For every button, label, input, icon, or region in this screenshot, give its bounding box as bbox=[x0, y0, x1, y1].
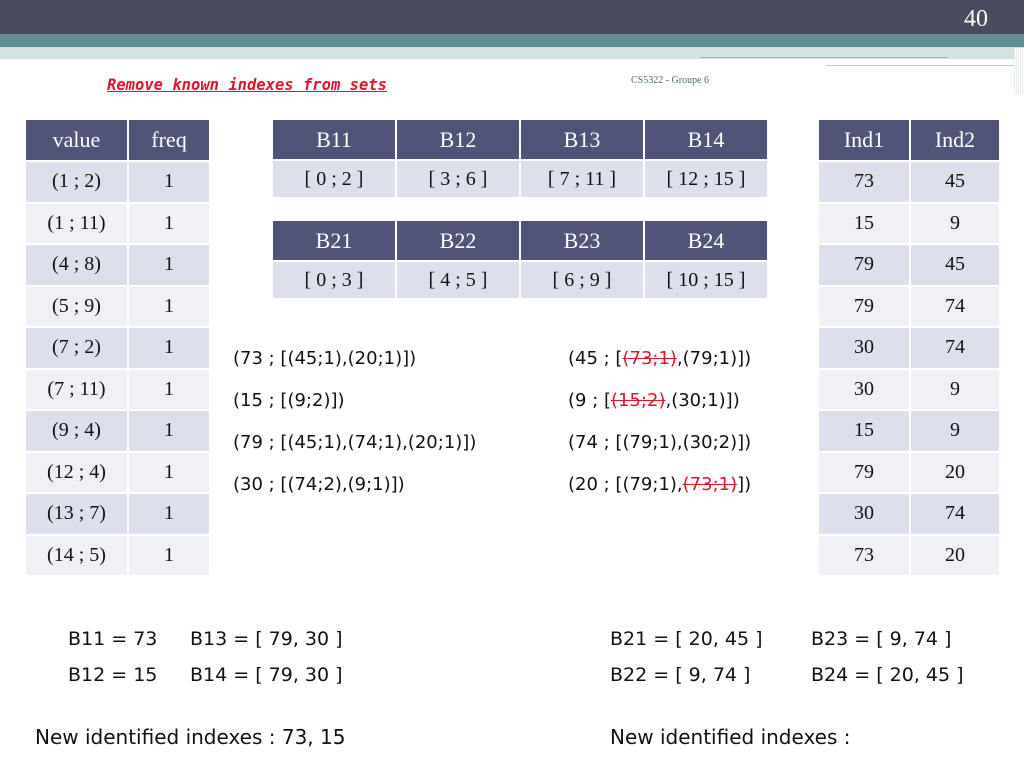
assignment-row bbox=[68, 626, 343, 662]
page-number: 40 bbox=[964, 6, 988, 32]
list-text: ,(79;1)]) bbox=[676, 348, 752, 369]
table-cell: 30 bbox=[819, 328, 909, 368]
table-cell: 1 bbox=[129, 204, 209, 244]
table-row bbox=[26, 536, 209, 576]
table-row bbox=[26, 287, 209, 327]
table-row bbox=[273, 161, 767, 197]
list-text: (20 ; [(79;1), bbox=[568, 474, 683, 495]
column-header: Ind1 bbox=[819, 120, 909, 160]
table-cell: [ 0 ; 3 ] bbox=[273, 262, 395, 298]
column-header: B12 bbox=[397, 120, 519, 159]
table-cell: [ 7 ; 11 ] bbox=[521, 161, 643, 197]
table-row bbox=[819, 245, 999, 285]
table-cell: 73 bbox=[819, 162, 909, 202]
table-cell: 9 bbox=[911, 204, 999, 244]
assignment: B22 = [ 9, 74 ] bbox=[610, 664, 751, 686]
list-item: (15 ; [(9;2)]) bbox=[233, 390, 345, 411]
table-cell: 20 bbox=[911, 536, 999, 576]
table-row bbox=[26, 328, 209, 368]
table-cell: 45 bbox=[911, 162, 999, 202]
table-row bbox=[819, 494, 999, 534]
struck-entry: (73;1) bbox=[682, 474, 738, 495]
list-text: (45 ; [ bbox=[568, 348, 623, 369]
assignment-row bbox=[610, 662, 964, 698]
table-cell: 1 bbox=[129, 245, 209, 285]
column-header: B13 bbox=[521, 120, 643, 159]
table-cell: (1 ; 11) bbox=[26, 204, 127, 244]
top-teal-band bbox=[0, 34, 1024, 47]
assignment: B12 = 15 bbox=[68, 664, 158, 686]
table-cell: (13 ; 7) bbox=[26, 494, 127, 534]
table-cell: (7 ; 11) bbox=[26, 370, 127, 410]
table-cell: (14 ; 5) bbox=[26, 536, 127, 576]
table-row bbox=[819, 287, 999, 327]
table-cell: 9 bbox=[911, 370, 999, 410]
table-row bbox=[819, 453, 999, 493]
assignment: B13 = [ 79, 30 ] bbox=[190, 628, 343, 650]
list-item: (73 ; [(45;1),(20;1)]) bbox=[233, 348, 417, 369]
table-row bbox=[26, 245, 209, 285]
column-header: B21 bbox=[273, 221, 395, 260]
table-cell: 74 bbox=[911, 494, 999, 534]
column-header: value bbox=[26, 120, 127, 160]
list-item: (79 ; [(45;1),(74;1),(20;1)]) bbox=[233, 432, 477, 453]
list-text: ,(30;1)]) bbox=[665, 390, 740, 411]
table-cell: 20 bbox=[911, 453, 999, 493]
decorative-line bbox=[700, 57, 948, 58]
table-cell: 74 bbox=[911, 287, 999, 327]
list-text: (9 ; [ bbox=[568, 390, 612, 411]
table-row bbox=[819, 411, 999, 451]
list-item bbox=[568, 388, 751, 430]
table-cell: 79 bbox=[819, 245, 909, 285]
table-cell: 15 bbox=[819, 411, 909, 451]
table-cell: 74 bbox=[911, 328, 999, 368]
table-cell: [ 3 ; 6 ] bbox=[397, 161, 519, 197]
table-row bbox=[26, 370, 209, 410]
list-item bbox=[568, 346, 751, 388]
table-cell: (1 ; 2) bbox=[26, 162, 127, 202]
table-row bbox=[819, 536, 999, 576]
table-cell: [ 6 ; 9 ] bbox=[521, 262, 643, 298]
table-cell: (9 ; 4) bbox=[26, 411, 127, 451]
list-item: (30 ; [(74;2),(9;1)]) bbox=[233, 474, 405, 495]
table-cell: (5 ; 9) bbox=[26, 287, 127, 327]
table-header-row bbox=[819, 120, 999, 160]
table-cell: 79 bbox=[819, 287, 909, 327]
list-item bbox=[568, 430, 751, 472]
index-pairs-table bbox=[817, 118, 1001, 577]
table-row bbox=[273, 262, 767, 298]
table-row bbox=[26, 411, 209, 451]
assignment-row bbox=[68, 662, 343, 698]
b2-buckets-table bbox=[271, 219, 769, 300]
slide-footer: CS5322 - Groupe 6 bbox=[631, 75, 710, 86]
column-header: B24 bbox=[645, 221, 767, 260]
list-text: (74 ; [(79;1),(30;2)]) bbox=[568, 432, 752, 453]
table-row bbox=[26, 204, 209, 244]
assignment: B21 = [ 20, 45 ] bbox=[610, 628, 763, 650]
bucket-assignments-right bbox=[610, 626, 964, 698]
column-header: Ind2 bbox=[911, 120, 999, 160]
table-cell: 1 bbox=[129, 162, 209, 202]
list-text: ]) bbox=[737, 474, 752, 495]
table-cell: [ 4 ; 5 ] bbox=[397, 262, 519, 298]
assignment: B11 = 73 bbox=[68, 628, 158, 650]
table-cell: 9 bbox=[911, 411, 999, 451]
table-cell: (7 ; 2) bbox=[26, 328, 127, 368]
table-row bbox=[26, 162, 209, 202]
assignment-row bbox=[610, 626, 964, 662]
bucket-assignments-left bbox=[68, 626, 343, 698]
column-header: B22 bbox=[397, 221, 519, 260]
adjacency-list-right bbox=[568, 346, 751, 514]
table-cell: 30 bbox=[819, 370, 909, 410]
table-cell: 1 bbox=[129, 494, 209, 534]
column-header: B23 bbox=[521, 221, 643, 260]
table-cell: 79 bbox=[819, 453, 909, 493]
adjacency-list-left bbox=[233, 346, 476, 514]
table-cell: [ 12 ; 15 ] bbox=[645, 161, 767, 197]
table-header-row bbox=[273, 221, 767, 260]
column-header: freq bbox=[129, 120, 209, 160]
struck-entry: (15;2) bbox=[611, 390, 666, 411]
table-row bbox=[819, 162, 999, 202]
table-cell: 73 bbox=[819, 536, 909, 576]
table-cell: 1 bbox=[129, 328, 209, 368]
table-header-row bbox=[26, 120, 209, 160]
b1-buckets-table bbox=[271, 118, 769, 199]
table-cell: 1 bbox=[129, 453, 209, 493]
table-cell: 1 bbox=[129, 287, 209, 327]
assignment: B14 = [ 79, 30 ] bbox=[190, 664, 343, 686]
table-cell: 15 bbox=[819, 204, 909, 244]
slide-title: Remove known indexes from sets bbox=[107, 76, 387, 94]
table-cell: 30 bbox=[819, 494, 909, 534]
new-indexes-right: New identified indexes : bbox=[610, 725, 851, 749]
table-row bbox=[819, 328, 999, 368]
decorative-stripes bbox=[1014, 48, 1024, 94]
column-header: B11 bbox=[273, 120, 395, 159]
table-row bbox=[819, 370, 999, 410]
new-indexes-left: New identified indexes : 73, 15 bbox=[35, 725, 346, 749]
struck-entry: (73;1) bbox=[622, 348, 677, 369]
table-cell: 1 bbox=[129, 536, 209, 576]
list-item bbox=[568, 472, 751, 514]
value-freq-table bbox=[24, 118, 211, 577]
table-header-row bbox=[273, 120, 767, 159]
table-cell: 1 bbox=[129, 411, 209, 451]
table-cell: [ 10 ; 15 ] bbox=[645, 262, 767, 298]
top-dark-band bbox=[0, 0, 1024, 34]
table-cell: [ 0 ; 2 ] bbox=[273, 161, 395, 197]
table-row bbox=[26, 453, 209, 493]
table-row bbox=[26, 494, 209, 534]
table-cell: (12 ; 4) bbox=[26, 453, 127, 493]
decorative-line bbox=[826, 65, 1024, 66]
table-cell: 1 bbox=[129, 370, 209, 410]
table-row bbox=[819, 204, 999, 244]
assignment: B24 = [ 20, 45 ] bbox=[811, 664, 964, 686]
column-header: B14 bbox=[645, 120, 767, 159]
table-cell: 45 bbox=[911, 245, 999, 285]
table-cell: (4 ; 8) bbox=[26, 245, 127, 285]
assignment: B23 = [ 9, 74 ] bbox=[811, 628, 952, 650]
